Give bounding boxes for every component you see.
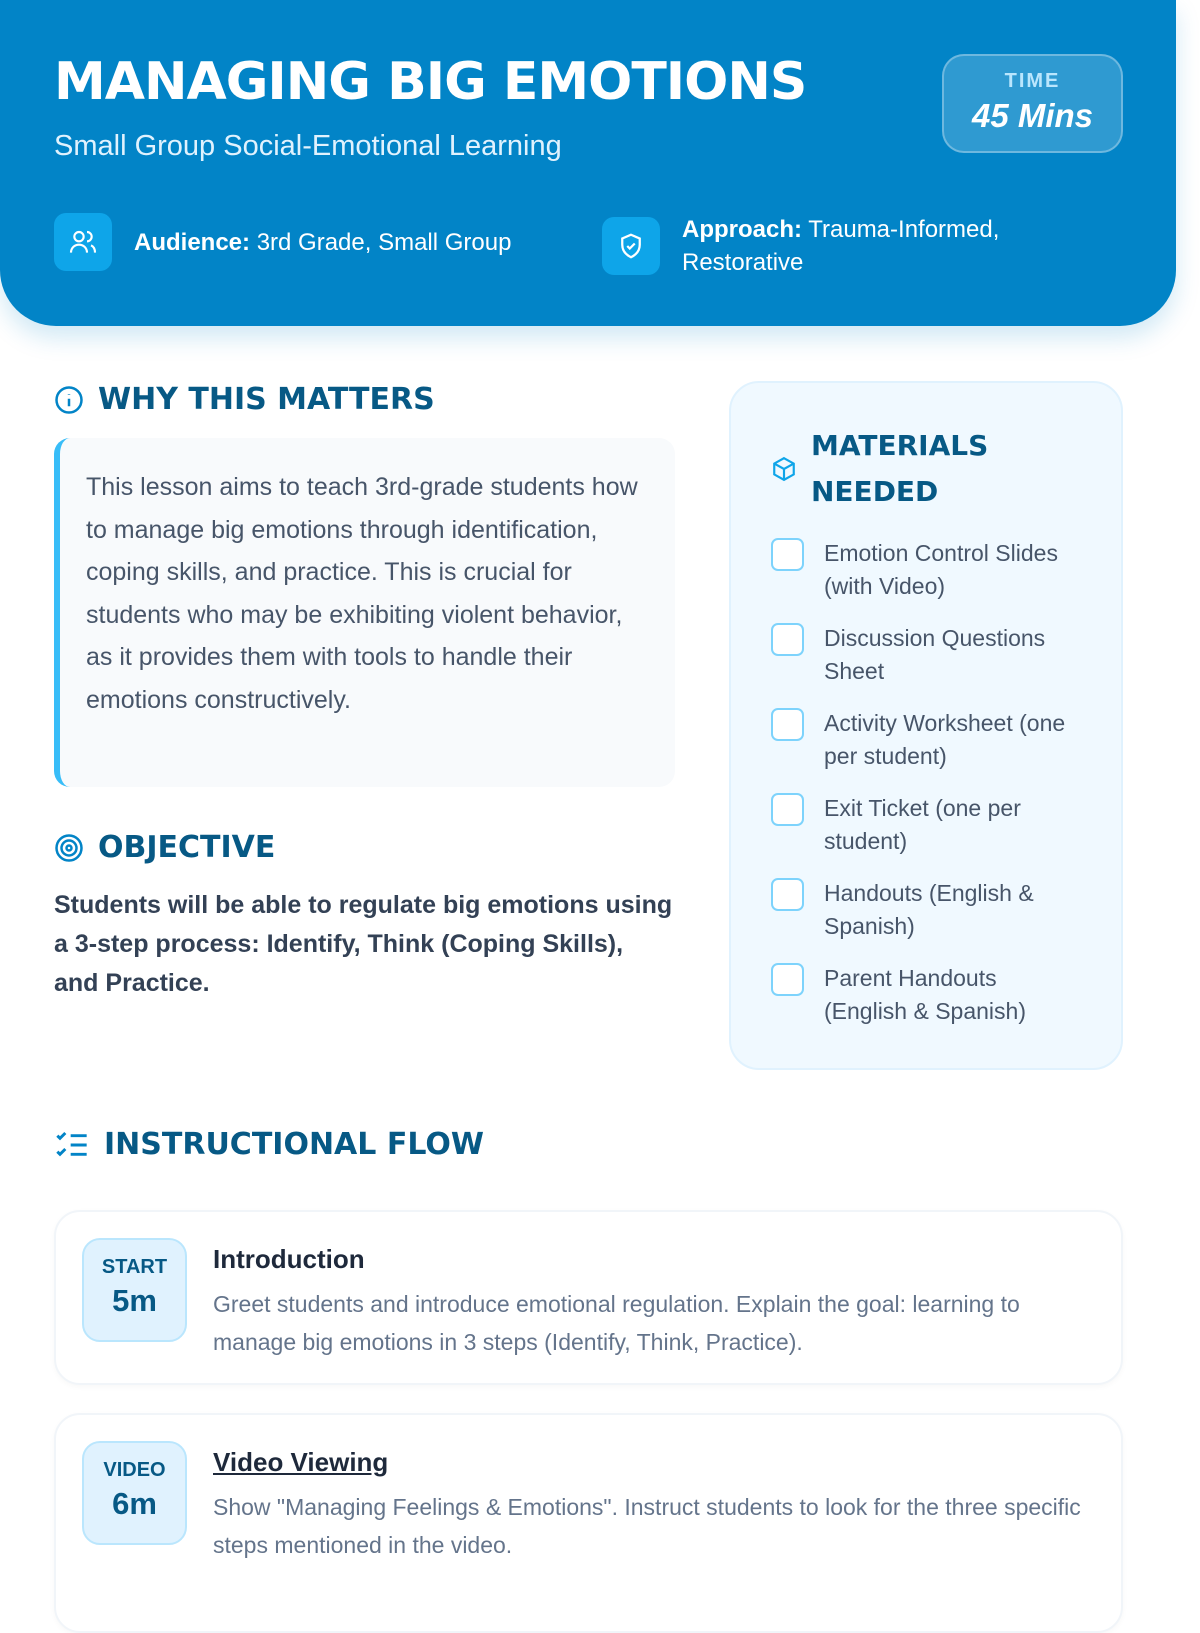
material-label: Emotion Control Slides (with Video)	[824, 540, 1058, 599]
step-tag: START	[101, 1256, 168, 1278]
time-label: TIME	[1004, 70, 1061, 92]
flow-step	[54, 1413, 1123, 1633]
material-item	[771, 537, 1081, 603]
materials-heading-text: MATERIALS NEEDED	[811, 429, 989, 508]
material-label: Handouts (English & Spanish)	[824, 880, 1034, 939]
time-value: 45 Mins	[971, 97, 1094, 134]
page-title: MANAGING BIG EMOTIONS	[54, 52, 807, 112]
step-time-badge	[82, 1238, 187, 1342]
shield-check-icon	[602, 217, 660, 275]
step-time-badge	[82, 1441, 187, 1545]
info-icon	[54, 385, 84, 415]
target-icon	[54, 833, 84, 863]
material-label: Exit Ticket (one per student)	[824, 795, 1021, 854]
materials-card	[729, 381, 1123, 1070]
audience-value: 3rd Grade, Small Group	[256, 228, 512, 256]
material-checkbox[interactable]	[771, 538, 804, 571]
step-title: Introduction	[213, 1244, 365, 1274]
material-checkbox[interactable]	[771, 708, 804, 741]
objective-heading	[54, 830, 275, 865]
material-checkbox[interactable]	[771, 623, 804, 656]
why-heading-text: WHY THIS MATTERS	[98, 382, 435, 417]
approach-label: Approach:	[682, 216, 802, 243]
page-subtitle: Small Group Social-Emotional Learning	[54, 130, 562, 162]
flow-heading-text: INSTRUCTIONAL FLOW	[104, 1127, 484, 1162]
material-item	[771, 622, 1081, 688]
material-item	[771, 962, 1081, 1028]
approach-value: Trauma-Informed, Restorative	[682, 216, 1000, 276]
material-checkbox[interactable]	[771, 878, 804, 911]
list-check-icon	[54, 1129, 90, 1161]
step-duration: 6m	[112, 1486, 157, 1521]
audience-meta	[54, 213, 511, 271]
material-item	[771, 792, 1081, 858]
flow-step	[54, 1210, 1123, 1385]
approach-meta	[602, 213, 1042, 279]
materials-list	[771, 537, 1081, 1028]
step-description: Greet students and introduce emotional regulation. Explain the goal: learning to manage big emotions in 3 steps (Identify, Think, Practice).	[213, 1291, 1020, 1355]
material-label: Discussion Questions Sheet	[824, 625, 1046, 684]
material-item	[771, 877, 1081, 943]
step-title[interactable]: Video Viewing	[213, 1447, 389, 1477]
why-text: This lesson aims to teach 3rd-grade students how to manage big emotions through identification, coping skills, and practice. This is crucial for students who may be exhibiting violent behavior, as it provides them with tools to handle their emotions constructively.	[54, 438, 675, 787]
objective-text: Students will be able to regulate big emotions using a 3-step process: Identify, Think (Coping Skills), and Practice.	[54, 891, 673, 997]
lesson-header	[0, 0, 1176, 326]
material-label: Parent Handouts (English & Spanish)	[824, 965, 1026, 1024]
materials-heading	[771, 423, 1081, 515]
step-description: Show "Managing Feelings & Emotions". Instruct students to look for the three specific steps mentioned in the video.	[213, 1494, 1081, 1558]
step-tag: VIDEO	[103, 1459, 166, 1481]
material-label: Activity Worksheet (one per student)	[824, 710, 1066, 769]
why-heading	[54, 382, 435, 417]
objective-heading-text: OBJECTIVE	[98, 830, 276, 865]
step-duration: 5m	[112, 1283, 157, 1318]
flow-heading	[54, 1127, 484, 1162]
material-item	[771, 707, 1081, 773]
material-checkbox[interactable]	[771, 793, 804, 826]
audience-label: Audience:	[134, 228, 251, 256]
box-icon	[771, 456, 797, 482]
material-checkbox[interactable]	[771, 963, 804, 996]
time-badge	[942, 54, 1123, 153]
users-icon	[54, 213, 112, 271]
